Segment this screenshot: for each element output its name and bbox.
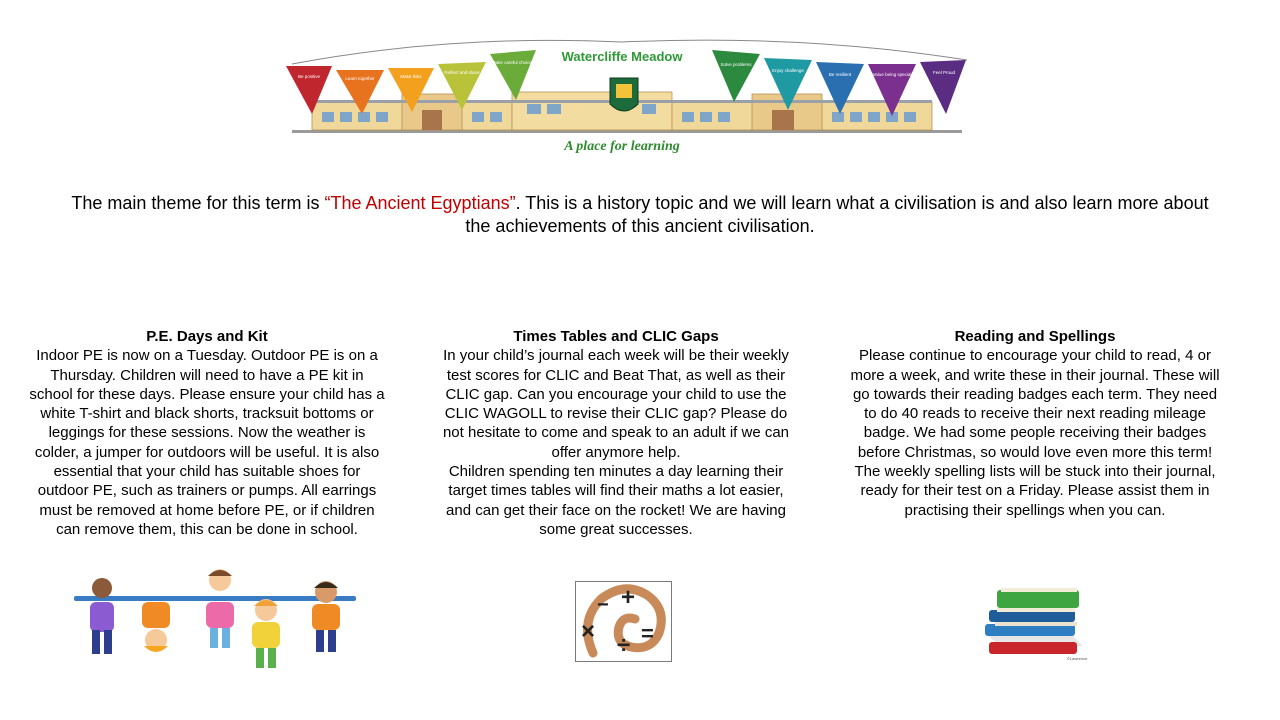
- times-tables-body-2: Children spending ten minutes a day learning their target times tables will find their maths a lot easier, and can get their face on the rocket! We are having some great successes.: [446, 463, 786, 538]
- books-stack-icon: [975, 578, 1095, 664]
- pe-title: P.E. Days and Kit: [146, 328, 268, 345]
- bunting-flag-label: Value being special: [872, 72, 912, 77]
- school-name: Watercliffe Meadow: [561, 49, 683, 64]
- intro-text-after: . This is a history topic and we will learn what a civilisation is and also learn more about the achievements of this ancient civilisation.: [465, 193, 1209, 236]
- bunting-flag-label: Feel Proud: [932, 70, 956, 75]
- svg-text:−: −: [597, 594, 609, 616]
- bunting-flag-label: Reflect and share: [444, 70, 480, 75]
- term-theme-intro: [60, 192, 1220, 238]
- children-on-bar-icon: [74, 566, 356, 674]
- reading-body: Please continue to encourage your child to read, 4 or more a week, and write these in their journal. These will go towards their reading badges each term. They need to do 40 reads to receive their next reading mileage badge. We had some people receiving their badges before Christmas, so would love even more this term!: [850, 347, 1220, 461]
- times-tables-section: [440, 327, 792, 539]
- bunting-flag-label: Be positive: [297, 74, 321, 79]
- reading-body-2: The weekly spelling lists will be stuck into their journal, ready for their test on a Friday. Please assist them in practising their spellings when you can.: [854, 463, 1216, 519]
- reading-title: Reading and Spellings: [954, 328, 1116, 345]
- svg-text:×: ×: [581, 618, 596, 645]
- svg-text:=: =: [641, 621, 654, 646]
- reading-section: [848, 327, 1222, 520]
- books-caption: ©Lawrence: [1067, 656, 1088, 661]
- bunting-flag-label: Make links: [400, 74, 422, 79]
- times-tables-body: In your child’s journal each week will be their weekly test scores for CLIC and Beat That, as well as their CLIC gap. Can you encourage your child to use the CLIC WAGOLL to revise their CLIC gap? Please do not hesitate to come and speak to an adult if we can offer anymore help.: [442, 347, 790, 461]
- maths-symbols-icon: [575, 581, 672, 662]
- pe-section: [28, 327, 386, 539]
- intro-text-before: The main theme for this term is: [71, 193, 325, 213]
- pe-body: Indoor PE is now on a Tuesday. Outdoor PE is on a Thursday. Children will need to have a PE kit in school for these days. Please ensure your child has a white T-shirt and black shorts, tracksuit bottoms or leggings for these sessions. Now the weather is colder, a jumper for outdoors will be useful. It is also essential that your child has suitable shoes for outdoor PE, such as trainers or pumps. All earrings must be removed at home before PE, or if children can remove them, this can be done in school.: [29, 347, 385, 538]
- school-banner: [282, 22, 972, 162]
- bunting-flag-label: Solve problems: [720, 62, 752, 67]
- bunting-flag-label: Make careful choices: [491, 60, 535, 65]
- school-tagline: A place for learning: [564, 139, 680, 154]
- bunting-flag-label: Be resilient: [828, 72, 852, 77]
- svg-text:+: +: [621, 584, 636, 611]
- intro-theme: “The Ancient Egyptians”: [324, 193, 516, 213]
- times-tables-title: Times Tables and CLIC Gaps: [513, 328, 719, 345]
- bunting-flag-label: Learn together: [345, 76, 375, 81]
- svg-text:÷: ÷: [617, 632, 631, 659]
- bunting-flag-label: Enjoy challenge: [772, 68, 804, 73]
